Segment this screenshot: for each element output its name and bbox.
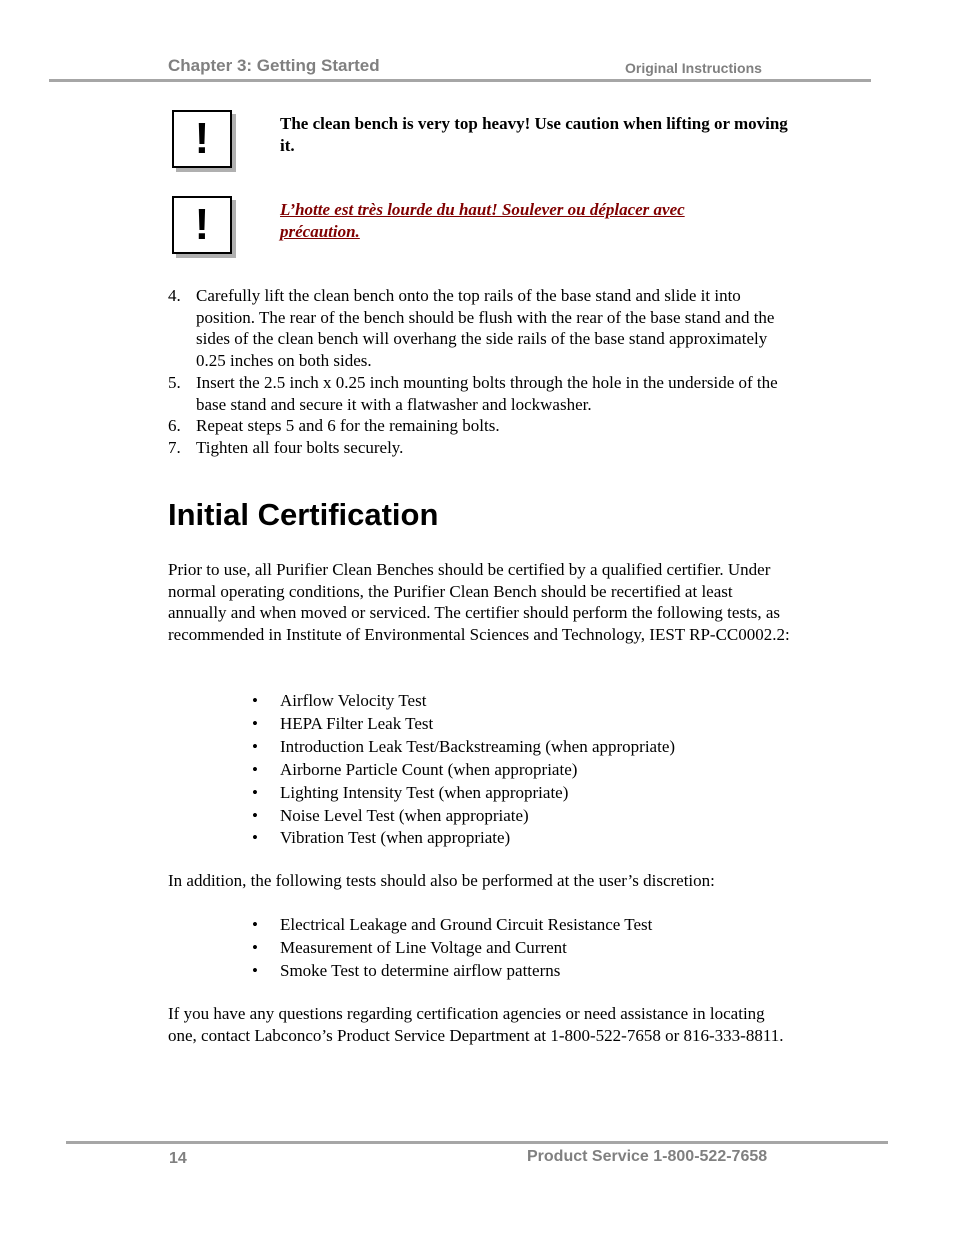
closing-paragraph: If you have any questions regarding certification agencies or need assistance in locating one, contact Labconco’s Product Service Department at 1-800-522-7658 or 816-333-8811. [168,1004,784,1045]
warning-icon: ! [172,196,232,254]
list-item [168,285,778,372]
addition-paragraph: In addition, the following tests should also be performed at the user’s discretion: [168,871,715,890]
step-text: Insert the 2.5 inch x 0.25 inch mounting bolts through the hole in the underside of the base stand and secure it with a flatwasher and lockwasher. [196,372,778,414]
bullet: • [252,828,258,848]
page-number: 14 [169,1150,187,1167]
step-number: 4. [168,286,181,305]
step-text: Carefully lift the clean bench onto the top rails of the base stand and slide it into position. The rear of the bench should be flush with the rear of the base stand and the sides of the clean bench will overhang the side rails of the base stand approximately 0.25 inches on both sides. [196,286,775,371]
warning-text-fr: L’hotte est très lourde du haut! Soulever ou déplacer avec précaution. [280,200,685,241]
header-divider [49,79,871,82]
list-item: • Smoke Test to determine airflow patterns [252,960,772,983]
bullet: • [252,713,258,733]
list-item: • Lighting Intensity Test (when appropriate) [252,782,772,805]
section-title: Initial Certification [168,497,439,532]
bullet: • [252,782,258,802]
footer-divider [66,1141,888,1144]
list-item: • Measurement of Line Voltage and Current [252,937,772,960]
list-item: • Airborne Particle Count (when appropriate) [252,759,772,782]
discretionary-tests-list [252,914,772,983]
bullet: • [252,759,258,779]
list-item [168,415,778,437]
list-item [168,437,778,459]
original-instructions-label: Original Instructions [625,60,762,76]
product-service-line: Product Service 1-800-522-7658 [527,1148,768,1165]
step-number: 7. [168,437,181,457]
list-item [168,372,778,415]
list-item: • Vibration Test (when appropriate) [252,827,772,850]
warning-text-en: The clean bench is very top heavy! Use caution when lifting or moving it. [280,114,788,155]
step-number: 6. [168,416,181,436]
list-item: • Introduction Leak Test/Backstreaming (when appropriate) [252,736,772,759]
bullet: • [252,691,258,710]
installation-steps [168,285,778,459]
bullet: • [252,736,258,756]
step-text: Repeat steps 5 and 6 for the remaining bolts. [196,416,500,436]
list-item: • Airflow Velocity Test [252,690,772,713]
bullet: • [252,805,258,825]
bullet: • [252,915,258,934]
bullet: • [252,937,258,957]
step-text: Tighten all four bolts securely. [196,437,404,457]
chapter-header: Chapter 3: Getting Started [168,56,380,75]
warning-icon: ! [172,110,232,168]
list-item: • HEPA Filter Leak Test [252,713,772,736]
bullet: • [252,960,258,980]
list-item: • Electrical Leakage and Ground Circuit Resistance Test [252,914,772,937]
list-item: • Noise Level Test (when appropriate) [252,805,772,828]
intro-paragraph: Prior to use, all Purifier Clean Benches should be certified by a qualified certifier. Under normal operating conditions, the Purifier Clean Bench should be recertified at least annually and when moved or serviced. The certifier should perform the following tests, as recommended in Institute of Environmental Sciences and Technology, IEST RP-CC0002.2: [168,560,790,645]
step-number: 5. [168,372,181,392]
certification-tests-list [252,690,772,850]
